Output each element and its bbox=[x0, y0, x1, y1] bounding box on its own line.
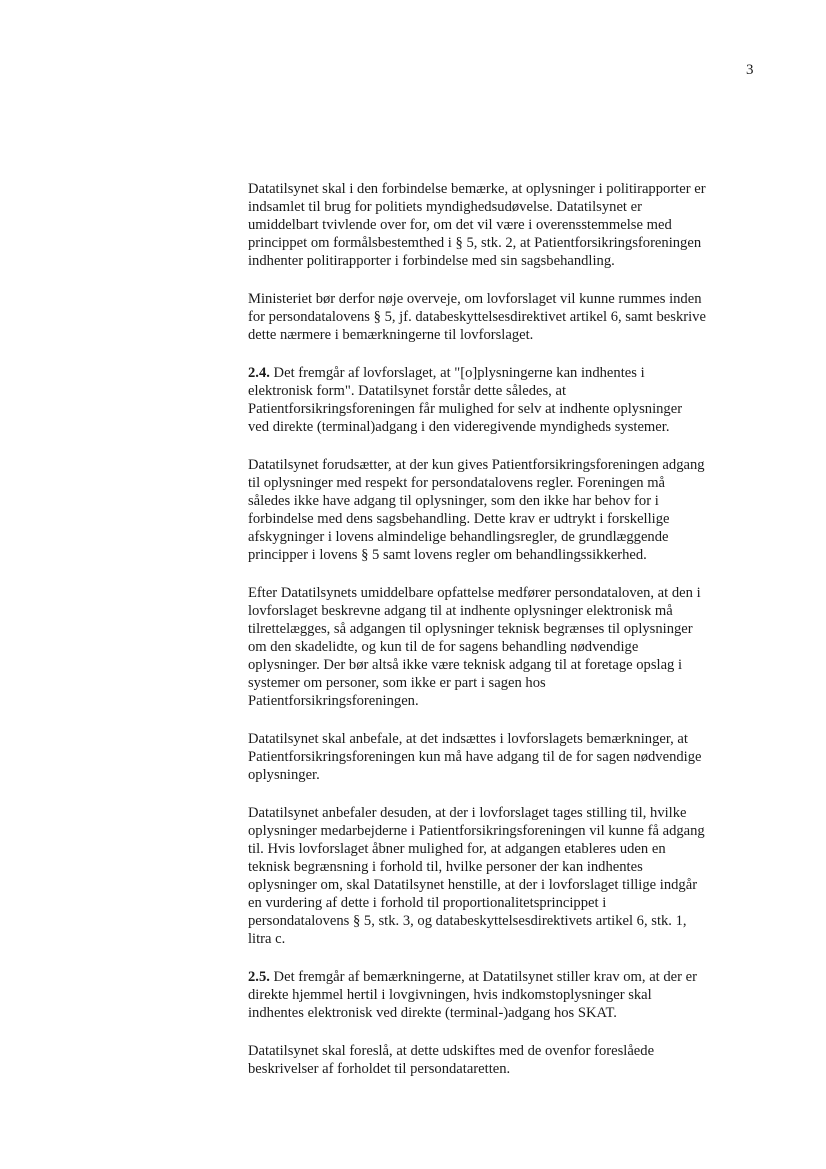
text-line bbox=[248, 418, 763, 436]
text-line bbox=[248, 456, 763, 474]
paragraph bbox=[248, 364, 763, 436]
text-line bbox=[248, 674, 763, 692]
line-text: til. Hvis lovforslaget åbner mulighed for, at adgangen etableres uden en bbox=[248, 841, 666, 857]
text-line bbox=[248, 528, 763, 546]
text-line bbox=[248, 546, 763, 564]
line-text: oplysninger om, skal Datatilsynet henstille, at der i lovforslaget tillige indgår bbox=[248, 877, 698, 893]
text-line bbox=[248, 620, 763, 638]
line-text: indhenter politirapporter i forbindelse med sin sagsbehandling. bbox=[248, 253, 615, 269]
line-text: Efter Datatilsynets umiddelbare opfattelse medfører persondataloven, at den i bbox=[248, 585, 701, 601]
line-text: principper i lovens § 5 samt lovens regler om behandlingssikkerhed. bbox=[248, 547, 647, 563]
page-number: 3 bbox=[746, 62, 754, 78]
text-line bbox=[248, 638, 763, 656]
line-text: direkte hjemmel hertil i lovgivningen, hvis indkomstoplysninger skal bbox=[248, 987, 652, 1003]
paragraph bbox=[248, 730, 763, 784]
text-line bbox=[248, 692, 763, 710]
line-text: tilrettelægges, så adgangen til oplysninger teknisk begrænses til oplysninger bbox=[248, 621, 693, 637]
line-text: ved direkte (terminal)adgang i den videregivende myndigheds systemer. bbox=[248, 419, 670, 435]
line-text: til oplysninger med respekt for persondatalovens regler. Foreningen må bbox=[248, 475, 666, 491]
text-line bbox=[248, 290, 763, 308]
text-line bbox=[248, 804, 763, 822]
text-line bbox=[248, 180, 763, 198]
line-text: indsamlet til brug for politiets myndighedsudøvelse. Datatilsynet er bbox=[248, 199, 642, 215]
text-line bbox=[248, 656, 763, 674]
text-line bbox=[248, 876, 763, 894]
line-text: afskygninger i lovens almindelige behandlingsregler, de grundlæggende bbox=[248, 529, 669, 545]
text-line bbox=[248, 474, 763, 492]
text-line bbox=[248, 748, 763, 766]
line-text: forbindelse med dens sagsbehandling. Dette krav er udtrykt i forskellige bbox=[248, 511, 670, 527]
line-text: persondatalovens § 5, stk. 3, og databeskyttelsesdirektivets artikel 6, stk. 1, bbox=[248, 913, 687, 929]
line-text: Datatilsynet skal i den forbindelse bemærke, at oplysninger i politirapporter er bbox=[248, 181, 706, 197]
text-line bbox=[248, 308, 763, 326]
text-line bbox=[248, 252, 763, 270]
line-text: teknisk begrænsning i forhold til, hvilke personer der kan indhentes bbox=[248, 859, 643, 875]
line-text: om den skadelidte, og kun til de for sagens behandling nødvendige bbox=[248, 639, 639, 655]
line-text: Det fremgår af bemærkningerne, at Datatilsynet stiller krav om, at der er bbox=[273, 969, 698, 985]
text-line bbox=[248, 1042, 763, 1060]
paragraph bbox=[248, 968, 763, 1022]
paragraph bbox=[248, 290, 763, 344]
line-text: Det fremgår af lovforslaget, at "[o]plysningerne kan indhentes i bbox=[273, 365, 645, 381]
line-text: oplysninger medarbejderne i Patientforsikringsforeningen vil kunne få adgang bbox=[248, 823, 705, 839]
line-text: Patientforsikringsforeningen. bbox=[248, 693, 419, 709]
line-text: Datatilsynet forudsætter, at der kun gives Patientforsikringsforeningen adgang bbox=[248, 457, 705, 473]
document-body bbox=[248, 180, 763, 1098]
text-line bbox=[248, 858, 763, 876]
text-line bbox=[248, 234, 763, 252]
section-number: 2.5. bbox=[248, 969, 270, 985]
paragraph bbox=[248, 1042, 763, 1078]
line-text: en vurdering af dette i forhold til proportionalitetsprincippet i bbox=[248, 895, 607, 911]
line-text: oplysninger. bbox=[248, 767, 320, 783]
text-line bbox=[248, 840, 763, 858]
paragraph bbox=[248, 584, 763, 710]
line-text: elektronisk form". Datatilsynet forstår dette således, at bbox=[248, 383, 566, 399]
text-line bbox=[248, 326, 763, 344]
text-line bbox=[248, 986, 763, 1004]
text-line bbox=[248, 510, 763, 528]
line-text: Datatilsynet skal foreslå, at dette udskiftes med de ovenfor foreslåede bbox=[248, 1043, 655, 1059]
text-line bbox=[248, 766, 763, 784]
text-line bbox=[248, 930, 763, 948]
line-text: indhentes elektronisk ved direkte (terminal-)adgang hos SKAT. bbox=[248, 1005, 617, 1021]
line-text: Datatilsynet anbefaler desuden, at der i lovforslaget tages stilling til, hvilke bbox=[248, 805, 687, 821]
text-line bbox=[248, 584, 763, 602]
line-text: litra c. bbox=[248, 931, 286, 947]
paragraph bbox=[248, 456, 763, 564]
text-line bbox=[248, 216, 763, 234]
line-text: Patientforsikringsforeningen får mulighed for selv at indhente oplysninger bbox=[248, 401, 683, 417]
text-line bbox=[248, 1060, 763, 1078]
text-line bbox=[248, 400, 763, 418]
text-line bbox=[248, 492, 763, 510]
line-text: beskrivelser af forholdet til persondataretten. bbox=[248, 1061, 511, 1077]
line-text: princippet om formålsbestemthed i § 5, stk. 2, at Patientforsikringsforeningen bbox=[248, 235, 702, 251]
text-line bbox=[248, 1004, 763, 1022]
section-number: 2.4. bbox=[248, 365, 270, 381]
text-line bbox=[248, 602, 763, 620]
text-line bbox=[248, 364, 763, 382]
text-line bbox=[248, 912, 763, 930]
text-line bbox=[248, 894, 763, 912]
line-text: Ministeriet bør derfor nøje overveje, om lovforslaget vil kunne rummes inden bbox=[248, 291, 702, 307]
text-line bbox=[248, 382, 763, 400]
paragraph bbox=[248, 804, 763, 948]
line-text: lovforslaget beskrevne adgang til at indhente oplysninger elektronisk må bbox=[248, 603, 673, 619]
text-line bbox=[248, 968, 763, 986]
text-line bbox=[248, 730, 763, 748]
line-text: systemer om personer, som ikke er part i sagen hos bbox=[248, 675, 546, 691]
line-text: for persondatalovens § 5, jf. databeskyttelsesdirektivet artikel 6, samt beskrive bbox=[248, 309, 706, 325]
text-line bbox=[248, 822, 763, 840]
paragraph bbox=[248, 180, 763, 270]
text-line bbox=[248, 198, 763, 216]
line-text: Patientforsikringsforeningen kun må have adgang til de for sagen nødvendige bbox=[248, 749, 702, 765]
line-text: umiddelbart tvivlende over for, om det vil være i overensstemmelse med bbox=[248, 217, 672, 233]
line-text: oplysninger. Der bør altså ikke være teknisk adgang til at foretage opslag i bbox=[248, 657, 683, 673]
line-text: dette nærmere i bemærkningerne til lovforslaget. bbox=[248, 327, 534, 343]
line-text: således ikke have adgang til oplysninger, som den ikke har behov for i bbox=[248, 493, 659, 509]
line-text: Datatilsynet skal anbefale, at det indsættes i lovforslagets bemærkninger, at bbox=[248, 731, 688, 747]
